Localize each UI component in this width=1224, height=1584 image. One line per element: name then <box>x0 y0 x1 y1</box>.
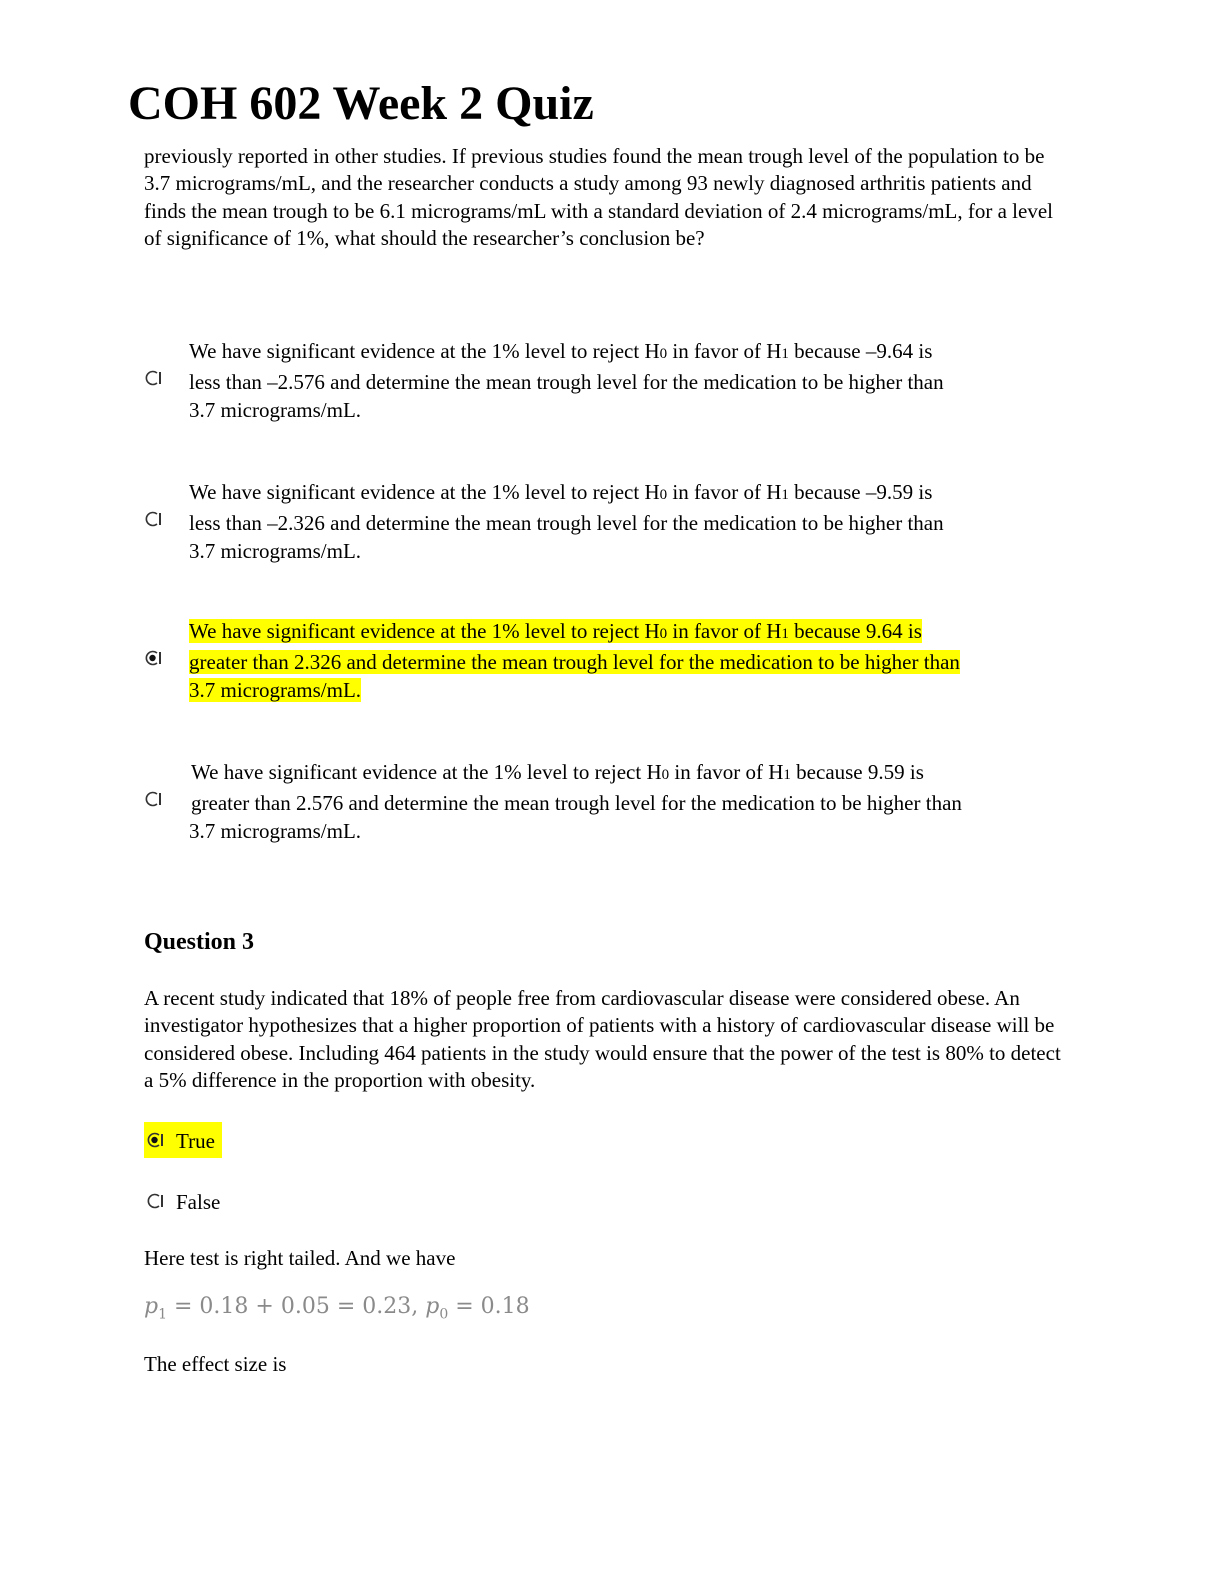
radio-unselected-icon[interactable] <box>144 369 162 387</box>
radio-selected-icon[interactable] <box>144 649 162 667</box>
false-label: False <box>176 1190 221 1214</box>
answer-option-c-text: We have significant evidence at the 1% level to reject H0 in favor of H1 because 9.64 is greater than 2.326 and determine the mean trough level for the medication to be higher than 3.7 micrograms/mL. <box>189 619 960 702</box>
answer-option-b-text: We have significant evidence at the 1% level to reject H0 in favor of H1 because –9.59 is less than –2.326 and determine the mean trough level for the medication to be higher than 3.7 micrograms/mL. <box>189 480 944 563</box>
radio-unselected-icon[interactable] <box>144 510 162 528</box>
document-title: COH 602 Week 2 Quiz <box>128 77 594 130</box>
answer-option-a-text: We have significant evidence at the 1% level to reject H0 in favor of H1 because –9.64 is less than –2.576 and determine the mean trough level for the medication to be higher than 3.7 micrograms/mL. <box>189 339 944 422</box>
solution-formula: $p_1 = 0.18 + 0.05 = 0.23$, $p_0 = 0.18$ <box>144 1294 530 1323</box>
radio-unselected-icon[interactable] <box>146 1192 164 1210</box>
solution-intro: Here test is right tailed. And we have <box>144 1246 456 1270</box>
effect-size-label: The effect size is <box>144 1352 287 1376</box>
true-label: True <box>176 1129 215 1153</box>
question-3-stem: A recent study indicated that 18% of people free from cardiovascular disease were considered obese. An investigator hypothesizes that a higher proportion of patients with a history of cardiovascular disease will be considered obese. Including 464 patients in the study would ensure that the power of the test is 80% to detect a 5% difference in the proportion with obesity. <box>144 986 1061 1092</box>
radio-selected-icon[interactable] <box>146 1131 164 1149</box>
question-2-stem: previously reported in other studies. If previous studies found the mean trough level of the population to be 3.7 micrograms/mL, and the researcher conducts a study among 93 newly diagnosed arthritis patients and finds the mean trough to be 6.1 micrograms/mL with a standard deviation of 2.4 micrograms/mL, for a level of significance of 1%, what should the researcher’s conclusion be? <box>144 144 1053 250</box>
radio-unselected-icon[interactable] <box>144 790 162 808</box>
answer-option-d-text: We have significant evidence at the 1% level to reject H0 in favor of H1 because 9.59 is greater than 2.576 and determine the mean trough level for the medication to be higher than 3.7 micrograms/mL. <box>189 760 962 843</box>
question-3-heading: Question 3 <box>144 929 255 955</box>
